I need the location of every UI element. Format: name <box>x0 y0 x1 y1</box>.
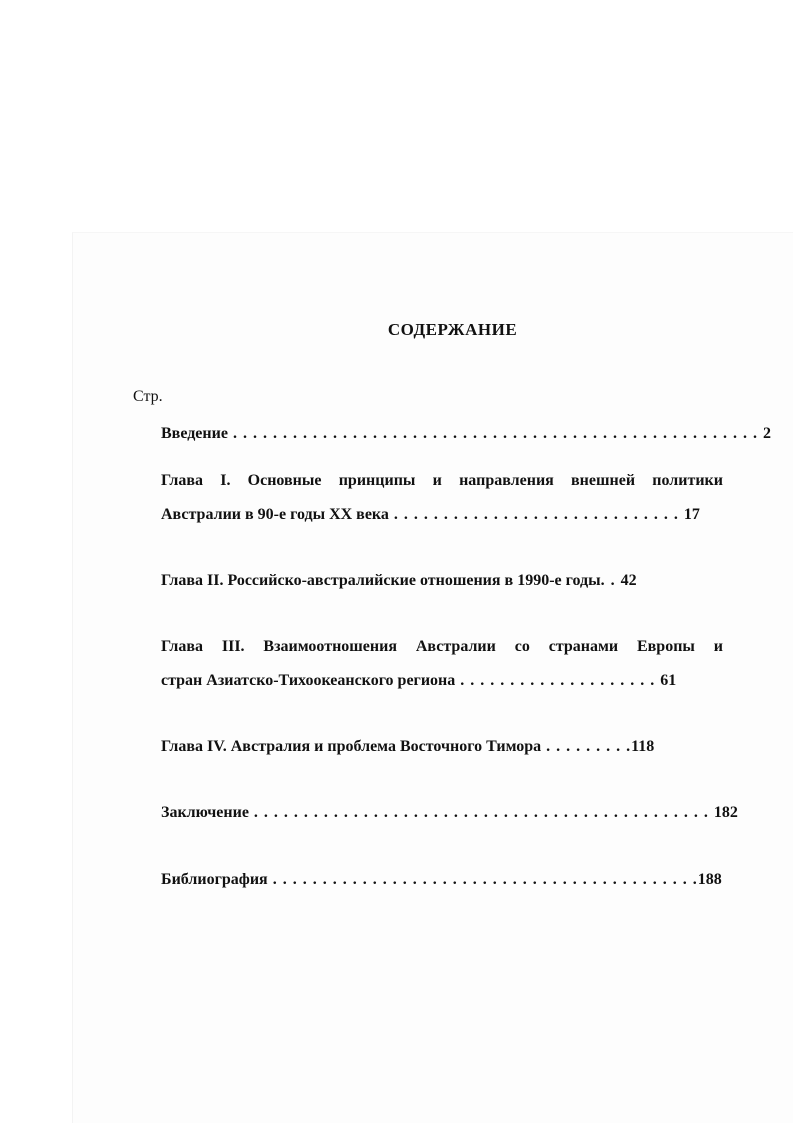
toc-entry-chapter-3 <box>161 637 723 656</box>
toc-dot-leader: . . . . . . . . . . . . . . . . . . . . . . . . . . . . . . . . . . . . . . . . . . . . . . . . . . . . . <box>227 425 763 442</box>
toc-page-number: 2 <box>762 425 771 442</box>
page-column-label: Стр. <box>133 388 163 405</box>
toc-dot-leader: . . . . . . . . . <box>541 738 632 755</box>
toc-entry-title: Введение <box>161 425 228 442</box>
toc-entry-title-line1: Глава III. Взаимоотношения Австралии со странами Европы и <box>161 638 723 655</box>
toc-dot-leader: . . . . . . . . . . . . . . . . . . . . . . . . . . . . . <box>388 506 684 523</box>
toc-dot-leader: . . . . . . . . . . . . . . . . . . . . <box>455 672 661 689</box>
toc-entry-chapter-1-continued <box>161 505 700 524</box>
toc-entry-title: Библиография <box>161 871 268 888</box>
toc-dot-leader: . . . . . . . . . . . . . . . . . . . . . . . . . . . . . . . . . . . . . . . . . . . . . . <box>248 804 714 821</box>
toc-page-number: 118 <box>631 738 655 755</box>
page-title: СОДЕРЖАНИЕ <box>387 320 518 339</box>
toc-entry-introduction <box>161 424 771 443</box>
toc-page-number: 61 <box>660 672 677 689</box>
toc-page-number: 182 <box>713 804 738 821</box>
toc-entry-chapter-2 <box>161 571 637 590</box>
toc-dot-leader: . . <box>600 572 621 589</box>
toc-entry-title: Глава II. Российско-австралийские отношения в 1990-е годы <box>161 572 601 589</box>
toc-entry-chapter-4 <box>161 737 654 756</box>
toc-entry-chapter-3-continued <box>161 671 676 690</box>
toc-entry-title: Глава IV. Австралия и проблема Восточного Тимора <box>161 738 542 755</box>
toc-entry-chapter-1 <box>161 471 723 490</box>
toc-page-number: 188 <box>697 871 722 888</box>
toc-page-number: 17 <box>683 506 700 523</box>
toc-entry-title-line1: Глава I. Основные принципы и направления внешней политики <box>161 472 723 489</box>
toc-entry-conclusion <box>161 803 738 822</box>
toc-entry-bibliography <box>161 870 722 889</box>
toc-entry-title: стран Азиатско-Тихоокеанского региона <box>161 672 456 689</box>
toc-entry-title: Австралии в 90-е годы XX века <box>161 506 389 523</box>
toc-entry-title: Заключение <box>161 804 249 821</box>
toc-dot-leader: . . . . . . . . . . . . . . . . . . . . . . . . . . . . . . . . . . . . . . . . . . . <box>267 871 698 888</box>
toc-page-number: 42 <box>620 572 637 589</box>
